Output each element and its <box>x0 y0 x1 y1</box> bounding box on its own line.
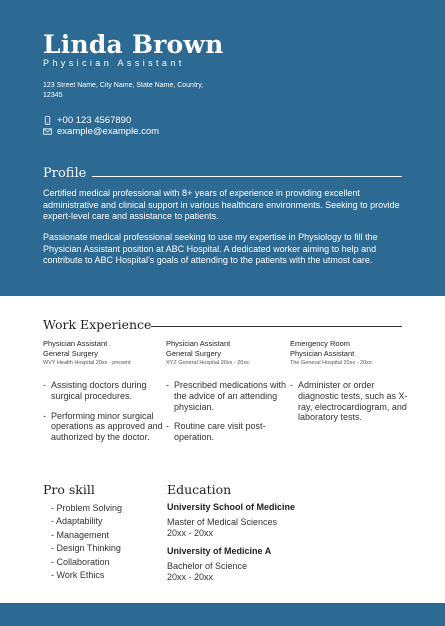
profile-paragraph: Certified medical professional with 8+ years of experience in providing excellent administrative and clinical support in various healthcare environments. Seeking to provide expert-level care and assistance to patients. <box>43 188 400 221</box>
profile-heading: Profile <box>43 166 87 181</box>
bullet-dash: - <box>166 380 169 390</box>
bullet-dash: - <box>51 529 54 540</box>
job-entry <box>290 339 415 432</box>
list-item <box>290 380 415 423</box>
duty-text: Routine care visit post-operation. <box>174 421 266 443</box>
job-entry <box>43 339 168 452</box>
job-entry <box>166 339 291 452</box>
job-title: Physician Assistant <box>166 339 231 348</box>
email-icon <box>43 127 52 136</box>
skill-text: Problem Solving <box>56 503 123 513</box>
job-location: XYZ General Hospital 20xx - 20xx <box>166 360 249 366</box>
pro-skill-heading: Pro skill <box>43 482 95 497</box>
skill-text: Design Thinking <box>56 543 121 554</box>
school-name: University of Medicine A <box>167 546 272 556</box>
work-experience-heading: Work Experience <box>43 317 152 332</box>
phone-icon <box>43 116 52 125</box>
duty-text: Assisting doctors during surgical procedures. <box>51 380 147 401</box>
email-contact <box>43 125 159 137</box>
header-panel <box>0 0 445 296</box>
school-name: University School of Medicine <box>167 502 296 512</box>
work-experience-divider <box>151 326 402 327</box>
duty-text: Prescribed medications with the advice of an attending physician. <box>174 380 287 412</box>
candidate-name: Linda Brown <box>43 30 224 59</box>
list-item <box>51 556 122 569</box>
duty-text: Administer or order diagnostic tests, such as X-ray, electrocardiogram, and laboratory tests. <box>298 380 408 423</box>
bullet-dash: - <box>51 570 54 581</box>
list-item <box>43 411 168 443</box>
profile-divider <box>92 176 402 177</box>
bullet-dash: - <box>43 410 46 421</box>
skill-text: Adaptability <box>56 516 103 527</box>
degree: Bachelor of Science <box>167 561 248 571</box>
list-item <box>51 542 122 555</box>
candidate-role: Physician Assistant <box>43 58 185 68</box>
address: 123 Street Name, City Name, State Name, Country, 12345 <box>43 82 204 99</box>
list-item <box>51 529 122 542</box>
job-title: Emergency Room <box>290 339 351 348</box>
job-title: Physician Assistant <box>43 339 108 348</box>
bullet-dash: - <box>51 503 54 513</box>
skill-text: Management <box>56 529 110 540</box>
job-department: General Surgery <box>166 348 222 358</box>
bullet-dash: - <box>51 556 54 567</box>
education-heading: Education <box>167 482 232 497</box>
education-entry <box>167 546 367 582</box>
bullet-dash: - <box>290 380 293 390</box>
profile-paragraph: Passionate medical professional seeking to use my expertise in Physiology to fill the Physician Assistant position at ABC Hospital. A dedicated worker aiming to help and contribute to ABC Hospital's goals of attending to the patients with the utmost care. <box>43 232 378 265</box>
job-department: General Surgery <box>43 348 99 358</box>
education-entry <box>167 502 367 538</box>
bullet-dash: - <box>51 516 54 527</box>
phone-number: +00 123 4567890 <box>57 114 132 126</box>
years: 20xx - 20xx <box>167 571 214 582</box>
job-location: The General Hospital 20xx - 20xx <box>290 360 372 366</box>
degree: Master of Medical Sciences <box>167 517 278 527</box>
job-duties <box>43 380 168 443</box>
footer-band <box>0 603 445 626</box>
years: 20xx - 20xx <box>167 527 214 538</box>
bullet-dash: - <box>43 380 46 390</box>
skills-list <box>51 502 122 582</box>
list-item <box>51 569 122 582</box>
list-item <box>43 380 168 402</box>
job-duties <box>166 380 291 443</box>
list-item <box>51 502 122 515</box>
duty-text: Performing minor surgical operations as approved and authorized by the doctor. <box>51 410 163 443</box>
list-item <box>166 380 291 412</box>
bullet-dash: - <box>51 543 54 554</box>
skill-text: Work Ethics <box>56 570 105 581</box>
list-item <box>166 421 291 443</box>
list-item <box>51 515 122 528</box>
skill-text: Collaboration <box>56 556 110 567</box>
job-location: WVY Health Hospital 20xx - present <box>43 360 131 366</box>
job-duties <box>290 380 415 423</box>
email-address: example@example.com <box>57 125 160 137</box>
job-department: Physician Assistant <box>290 348 355 358</box>
bullet-dash: - <box>166 421 169 432</box>
